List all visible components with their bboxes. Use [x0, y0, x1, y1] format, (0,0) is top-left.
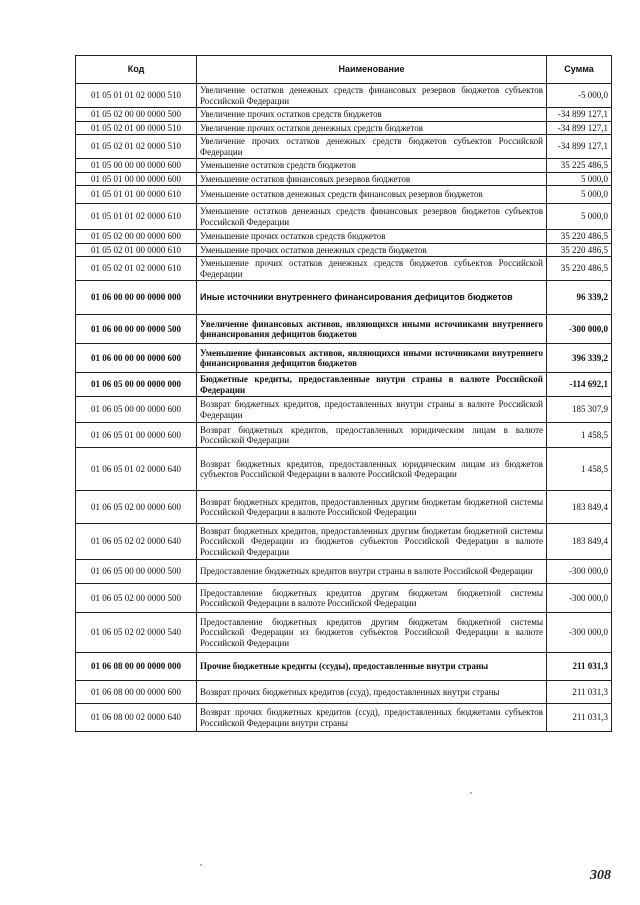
- row-sum: 211 031,3: [547, 704, 612, 732]
- row-code: 01 05 02 00 00 0000 600: [76, 230, 197, 244]
- row-code: 01 05 02 01 02 0000 610: [76, 257, 197, 281]
- table-header-row: [76, 56, 612, 84]
- row-name: Уменьшение остатков финансовых резервов бюджетов: [197, 172, 547, 186]
- row-code: 01 05 01 01 02 0000 610: [76, 204, 197, 230]
- row-name: Бюджетные кредиты, предоставленные внутри страны в валюте Российской Федерации: [197, 373, 547, 397]
- table-row: [76, 121, 612, 135]
- row-sum: 185 307,9: [547, 397, 612, 423]
- row-name: Уменьшение финансовых активов, являющихся иными источниками внутреннего финансирования дефицитов бюджетов: [197, 344, 547, 373]
- row-code: 01 06 00 00 00 0000 000: [76, 281, 197, 315]
- row-code: 01 06 05 00 00 0000 500: [76, 560, 197, 584]
- row-code: 01 06 08 00 00 0000 600: [76, 681, 197, 704]
- row-code: 01 06 05 02 00 0000 600: [76, 491, 197, 524]
- row-name: Уменьшение прочих остатков денежных средств бюджетов субъектов Российской Федерации: [197, 257, 547, 281]
- row-name: Уменьшение остатков средств бюджетов: [197, 159, 547, 173]
- row-sum: 5 000,0: [547, 172, 612, 186]
- table-row: [76, 257, 612, 281]
- row-name: Увеличение прочих остатков денежных средств бюджетов: [197, 121, 547, 135]
- row-code: 01 05 01 00 00 0000 600: [76, 172, 197, 186]
- row-sum: -114 692,1: [547, 373, 612, 397]
- row-name: Увеличение прочих остатков средств бюджетов: [197, 108, 547, 122]
- page-number: 308: [590, 868, 611, 883]
- row-code: 01 06 05 00 00 0000 600: [76, 397, 197, 423]
- row-sum: 183 849,4: [547, 524, 612, 560]
- row-code: 01 06 05 01 00 0000 600: [76, 423, 197, 448]
- table-row: [76, 423, 612, 448]
- row-sum: 1 458,5: [547, 448, 612, 491]
- row-code: 01 05 01 01 02 0000 510: [76, 84, 197, 108]
- header-code: Код: [76, 56, 197, 84]
- row-name: Прочие бюджетные кредиты (ссуды), предоставленные внутри страны: [197, 653, 547, 681]
- row-name: Уменьшение остатков денежных средств финансовых резервов бюджетов субъектов Российской Федерации: [197, 204, 547, 230]
- row-code: 01 06 05 00 00 0000 000: [76, 373, 197, 397]
- scan-speck: [470, 792, 472, 794]
- table-row: [76, 135, 612, 159]
- row-code: 01 06 05 02 02 0000 540: [76, 613, 197, 653]
- table-row: [76, 681, 612, 704]
- table-row: [76, 560, 612, 584]
- table-row: [76, 653, 612, 681]
- row-sum: 5 000,0: [547, 186, 612, 204]
- row-sum: 35 225 486,5: [547, 159, 612, 173]
- row-sum: -300 000,0: [547, 560, 612, 584]
- row-name: Уменьшение прочих остатков денежных средств бюджетов: [197, 243, 547, 257]
- row-name: Возврат бюджетных кредитов, предоставленных юридическим лицам в валюте Российской Федерации: [197, 423, 547, 448]
- row-name: Возврат прочих бюджетных кредитов (ссуд), предоставленных бюджетами субъектов Российской Федерации внутри страны: [197, 704, 547, 732]
- row-code: 01 06 08 00 00 0000 000: [76, 653, 197, 681]
- table-row: [76, 613, 612, 653]
- row-sum: 396 339,2: [547, 344, 612, 373]
- row-sum: -300 000,0: [547, 613, 612, 653]
- table-row: [76, 281, 612, 315]
- row-sum: -5 000,0: [547, 84, 612, 108]
- row-name: Предоставление бюджетных кредитов внутри страны в валюте Российской Федерации: [197, 560, 547, 584]
- table-row: [76, 448, 612, 491]
- row-name: Возврат бюджетных кредитов, предоставленных внутри страны в валюте Российской Федерации: [197, 397, 547, 423]
- row-name: Увеличение прочих остатков денежных средств бюджетов субъектов Российской Федерации: [197, 135, 547, 159]
- table-row: [76, 704, 612, 732]
- row-sum: 5 000,0: [547, 204, 612, 230]
- table-row: [76, 397, 612, 423]
- table-row: [76, 243, 612, 257]
- table-row: [76, 159, 612, 173]
- row-sum: 35 220 486,5: [547, 230, 612, 244]
- table-row: [76, 584, 612, 613]
- table-row: [76, 373, 612, 397]
- row-sum: 96 339,2: [547, 281, 612, 315]
- row-code: 01 06 05 02 00 0000 500: [76, 584, 197, 613]
- row-sum: -300 000,0: [547, 584, 612, 613]
- row-code: 01 05 02 00 00 0000 500: [76, 108, 197, 122]
- row-name: Увеличение остатков денежных средств финансовых резервов бюджетов субъектов Российской Федерации: [197, 84, 547, 108]
- row-sum: -34 899 127,1: [547, 135, 612, 159]
- row-sum: 211 031,3: [547, 653, 612, 681]
- row-name: Возврат бюджетных кредитов, предоставленных юридическим лицам из бюджетов субъектов Российской Федерации в валюте Российской Федерации: [197, 448, 547, 491]
- row-name: Предоставление бюджетных кредитов другим бюджетам бюджетной системы Российской Федерации из бюджетов субъектов Российской Федерации в валюте Российской Федерации: [197, 613, 547, 653]
- table-row: [76, 491, 612, 524]
- table-row: [76, 315, 612, 344]
- row-code: 01 06 05 02 02 0000 640: [76, 524, 197, 560]
- row-sum: 35 220 486,5: [547, 243, 612, 257]
- row-name: Уменьшение прочих остатков средств бюджетов: [197, 230, 547, 244]
- table-row: [76, 172, 612, 186]
- row-name: Иные источники внутреннего финансирования дефицитов бюджетов: [197, 281, 547, 315]
- row-code: 01 05 02 01 00 0000 610: [76, 243, 197, 257]
- row-code: 01 05 00 00 00 0000 600: [76, 159, 197, 173]
- row-code: 01 06 00 00 00 0000 500: [76, 315, 197, 344]
- row-sum: -300 000,0: [547, 315, 612, 344]
- row-name: Предоставление бюджетных кредитов другим бюджетам бюджетной системы Российской Федерации в валюте Российской Федерации: [197, 584, 547, 613]
- table-row: [76, 524, 612, 560]
- row-name: Увеличение финансовых активов, являющихся иными источниками внутреннего финансирования дефицитов бюджетов: [197, 315, 547, 344]
- row-sum: -34 899 127,1: [547, 108, 612, 122]
- row-code: 01 05 02 01 00 0000 510: [76, 121, 197, 135]
- header-sum: Сумма: [547, 56, 612, 84]
- table-row: [76, 186, 612, 204]
- table-row: [76, 344, 612, 373]
- table-row: [76, 108, 612, 122]
- row-code: 01 06 05 01 02 0000 640: [76, 448, 197, 491]
- table-row: [76, 230, 612, 244]
- row-name: Возврат бюджетных кредитов, предоставленных другим бюджетам бюджетной системы Российской Федерации из бюджетов субъектов Российской Федерации в валюте Российской Федерации: [197, 524, 547, 560]
- row-code: 01 05 02 01 02 0000 510: [76, 135, 197, 159]
- budget-sources-table: [75, 55, 612, 732]
- table-row: [76, 204, 612, 230]
- table-row: [76, 84, 612, 108]
- row-sum: 211 031,3: [547, 681, 612, 704]
- row-sum: 35 220 486,5: [547, 257, 612, 281]
- row-name: Возврат бюджетных кредитов, предоставленных другим бюджетам бюджетной системы Российской Федерации в валюте Российской Федерации: [197, 491, 547, 524]
- row-sum: -34 899 127,1: [547, 121, 612, 135]
- scan-speck: [200, 864, 202, 866]
- row-code: 01 06 08 00 02 0000 640: [76, 704, 197, 732]
- row-name: Уменьшение остатков денежных средств финансовых резервов бюджетов: [197, 186, 547, 204]
- row-name: Возврат прочих бюджетных кредитов (ссуд), предоставленных внутри страны: [197, 681, 547, 704]
- row-sum: 1 458,5: [547, 423, 612, 448]
- header-name: Наименование: [197, 56, 547, 84]
- row-sum: 183 849,4: [547, 491, 612, 524]
- row-code: 01 06 00 00 00 0000 600: [76, 344, 197, 373]
- row-code: 01 05 01 01 00 0000 610: [76, 186, 197, 204]
